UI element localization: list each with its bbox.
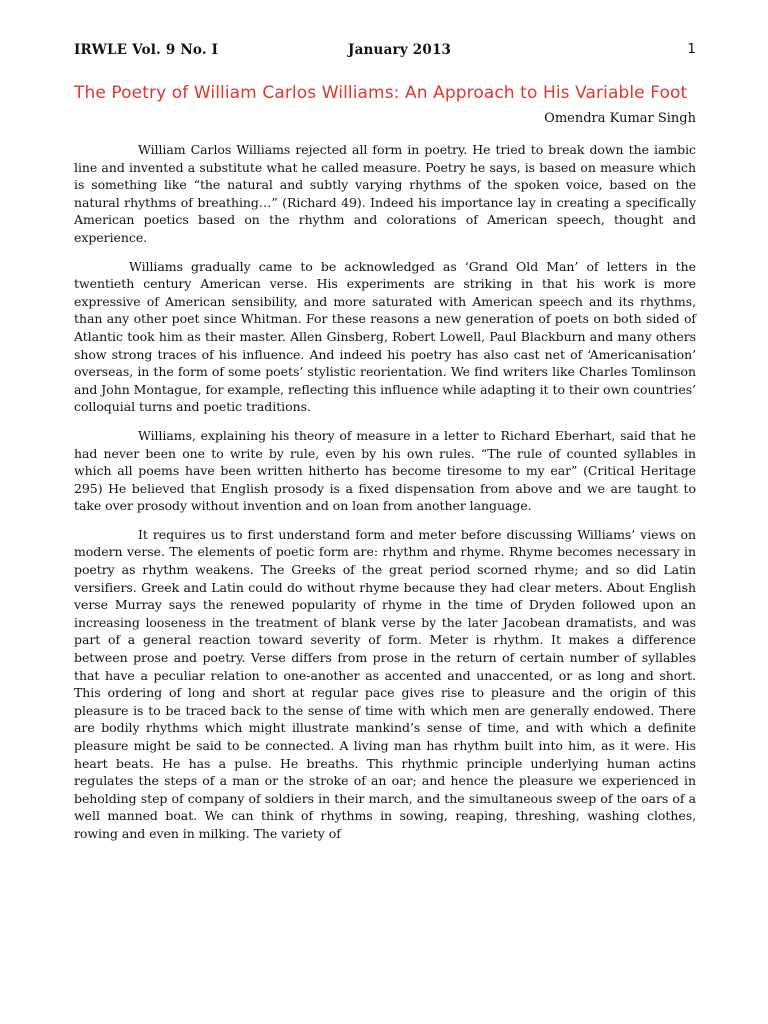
running-header <box>74 38 696 64</box>
paragraph: Williams gradually came to be acknowledged as ‘Grand Old Man’ of letters in the twentieth century American verse. His experiments are striking in that his work is more expressive of American sensibility, and more saturated with American speech and its rhythms, than any other poet since Whitman. For these reasons a new generation of poets on both sided of Atlantic took him as their master. Allen Ginsberg, Robert Lowell, Paul Blackburn and many others show strong traces of his influence. And indeed his poetry has also cast net of ‘Americanisation’ overseas, in the form of some poets’ stylistic reorientation. We find writers like Charles Tomlinson and John Montague, for example, reflecting this influence while adapting it to their own countries’ colloquial turns and poetic traditions. <box>74 258 696 415</box>
paragraph: Williams, explaining his theory of measure in a letter to Richard Eberhart, said that he had never been one to write by rule, even by his own rules. “The rule of counted syllables in which all poems have been written hitherto has become tiresome to my ear” (Critical Heritage 295) He believed that English prosody is a fixed dispensation from above and we are taught to take over prosody without invention and on loan from another language. <box>74 427 696 514</box>
paragraph: It requires us to first understand form and meter before discussing Williams’ views on modern verse. The elements of poetic form are: rhythm and rhyme. Rhyme becomes necessary in poetry as rhythm weakens. The Greeks of the great period scorned rhyme; and so did Latin versifiers. Greek and Latin could do without rhyme because they had clear meters. About English verse Murray says the renewed popularity of rhyme in the time of Dryden followed upon an increasing looseness in the treatment of blank verse by the later Jacobean dramatists, and was part of a general reaction toward severity of form. Meter is rhythm. It makes a difference between prose and poetry. Verse differs from prose in the return of certain number of syllables that have a peculiar relation to one-another as accented and unaccented, or as long and short. This ordering of long and short at regular pace gives rise to pleasure and the origin of this pleasure is to be traced back to the sense of time with which men are generally endowed. There are bodily rhythms which might illustrate mankind’s sense of time, and with which a definite pleasure might be said to be connected. A living man has rhythm built into him, as it were. His heart beats. He has a pulse. He breaths. This rhythmic principle underlying human actins regulates the steps of a man or the stroke of an oar; and hence the pleasure we experienced in beholding step of company of soldiers in their march, and the simultaneous sweep of the oars of a well manned boat. We can think of rhythms in sowing, reaping, threshing, washing clothes, rowing and even in milking. The variety of <box>74 526 696 841</box>
article-body <box>74 141 696 843</box>
page-number: 1 <box>687 42 696 57</box>
author-name: Omendra Kumar Singh <box>544 111 696 126</box>
paragraph: William Carlos Williams rejected all form in poetry. He tried to break down the iambic line and invented a substitute what he called measure. Poetry he says, is based on measure which is something like “the natural and subtly varying rhythms of the spoken voice, based on the natural rhythms of breathing…” (Richard 49). Indeed his importance lay in creating a specifically American poetics based on the rhythm and colorations of American speech, thought and experience. <box>74 142 696 245</box>
issue-date: January 2013 <box>348 42 452 58</box>
article-title: The Poetry of William Carlos Williams: An Approach to His Variable Foot <box>74 83 688 103</box>
document-page <box>74 38 696 843</box>
journal-info: IRWLE Vol. 9 No. I <box>74 42 219 58</box>
